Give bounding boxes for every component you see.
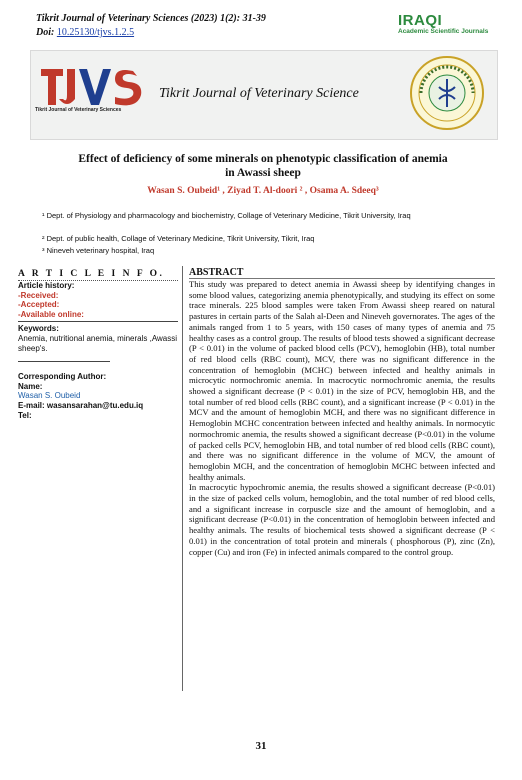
divider [18,321,178,322]
tel-label: Tel: [18,410,32,420]
abstract-paragraph-2: In macrocytic hypochromic anemia, the results showed a significant decrease (P<0.01) in the size of packed cells volum, hemoglobin, and the total number of red blood cells, and a significant increase in corpuscle size and the amount of hemoglobin, and a significant decrease (P<0.01) in the concentration of hemoglobin between infected and healthy animals. The results of biochemical tests showed a significant decrease (P < 0.01) in the concentration of total protein and minerals ( phosphorous (P), zinc (Zn), copper (Cu) and iron (Fe) in infected animals compared to the control group. [189,482,495,557]
affiliation-2: ² Dept. of public health, Collage of Veterinary Medicine, Tikrit University, Tikrit, Iraq [42,234,315,243]
keywords-value: Anemia, nutritional anemia, minerals ,Awassi sheep's. [18,333,178,353]
paper-authors: Wasan S. Oubeid¹ , Ziyad T. Al-doori ² , Osama A. Sdeeq³ [147,186,379,196]
tjvs-logo-subtitle: Tikrit Journal of Veterinary Sciences [35,107,122,113]
abstract-section [189,267,495,557]
email-line[interactable]: E-mail: wasansarahan@tu.edu.iq [18,400,144,410]
affiliation-3: ³ Nineveh veterinary hospital, Iraq [42,246,155,255]
university-seal-icon [409,55,485,131]
keywords-label: Keywords: [18,324,59,334]
corresponding-author-label: Corresponding Author: [18,372,107,382]
doi-line [36,27,134,38]
journal-banner [30,50,498,140]
doi-link[interactable]: 10.25130/tjvs.1.2.5 [56,27,135,38]
doi-label: Doi: [36,27,55,38]
paper-title-line1: Effect of deficiency of some minerals on phenotypic classification of anemia [78,153,448,165]
author-name: Wasan S. Oubeid [18,391,81,401]
article-info-heading: A R T I C L E I N F O. [18,269,178,281]
article-history-label: Article history: [18,281,75,290]
available-online-label: -Available online: [18,309,84,319]
journal-citation: Tikrit Journal of Veterinary Sciences (2023) 1(2): 31-39 [36,13,266,24]
banner-journal-title: Tikrit Journal of Veterinary Science [159,86,359,101]
name-label: Name: [18,381,43,391]
paper-title [30,152,496,180]
column-divider [182,266,183,691]
received-label: -Received: [18,290,59,300]
iraqi-logo-subtitle: Academic Scientific Journals [398,28,489,35]
accepted-label: -Accepted: [18,300,60,310]
short-divider [18,361,110,362]
article-info-panel [18,269,178,420]
abstract-paragraph-1: This study was prepared to detect anemia in Awassi sheep by identifying changes in some blood values, categorizing anemia phenotypically, and studying its effect on some trace minerals. 225 blood samples were taken From Awassi sheep reared on natural pastures in certain parts of the Salah al-Deen and Nineveh governorates. The ages of the animals ranged from 1 to 5 years, with 150 cases of many types of anemia and 75 healthy cases as a control group. The results of blood tests showed a significant decrease (P < 0.01) in the volume of packed blood cells (PCV), hemoglobin (HB), total number of red blood cells (RBC count), MCV, there was no significant difference in the concentration of hemoglobin (MCHC) between infected and healthy animals in microcytic normochromic anemia. In macrocytic normochromic anemia, the results showed a significant decrease (P < 0.01) in the size of PCV, hemoglobin HB, and the total number of red blood cells (RBC count), and a significant increase (P < 0.01) in the MCV and the amount of hemoglobin MCH, and there was no significant difference in Hemoglobin MCHC concentration between infected and healthy animals. In normocytic normochromic anemia, the results showed a significant decrease (P<0.01) in the volume of packed cells PCV, hemoglobin HB, and total number of red blood cells (RBC count), and there was no significant difference in the volume of MCV, the amount of hemoglobin MCH, and the concentration of hemoglobin MCHC between infected and healthy animals. [189,279,495,482]
page-number: 31 [255,740,267,752]
iraqi-logo-word: IRAQI [398,12,443,29]
abstract-heading: ABSTRACT [189,267,495,279]
paper-title-line2: in Awassi sheep [225,167,301,179]
iraqi-journals-logo[interactable] [398,12,498,35]
affiliation-1: ¹ Dept. of Physiology and pharmacology and biochemistry, Collage of Veterinary Medicine, Tikrit University, Iraq [42,211,411,220]
tjvs-logo-icon [37,61,149,125]
